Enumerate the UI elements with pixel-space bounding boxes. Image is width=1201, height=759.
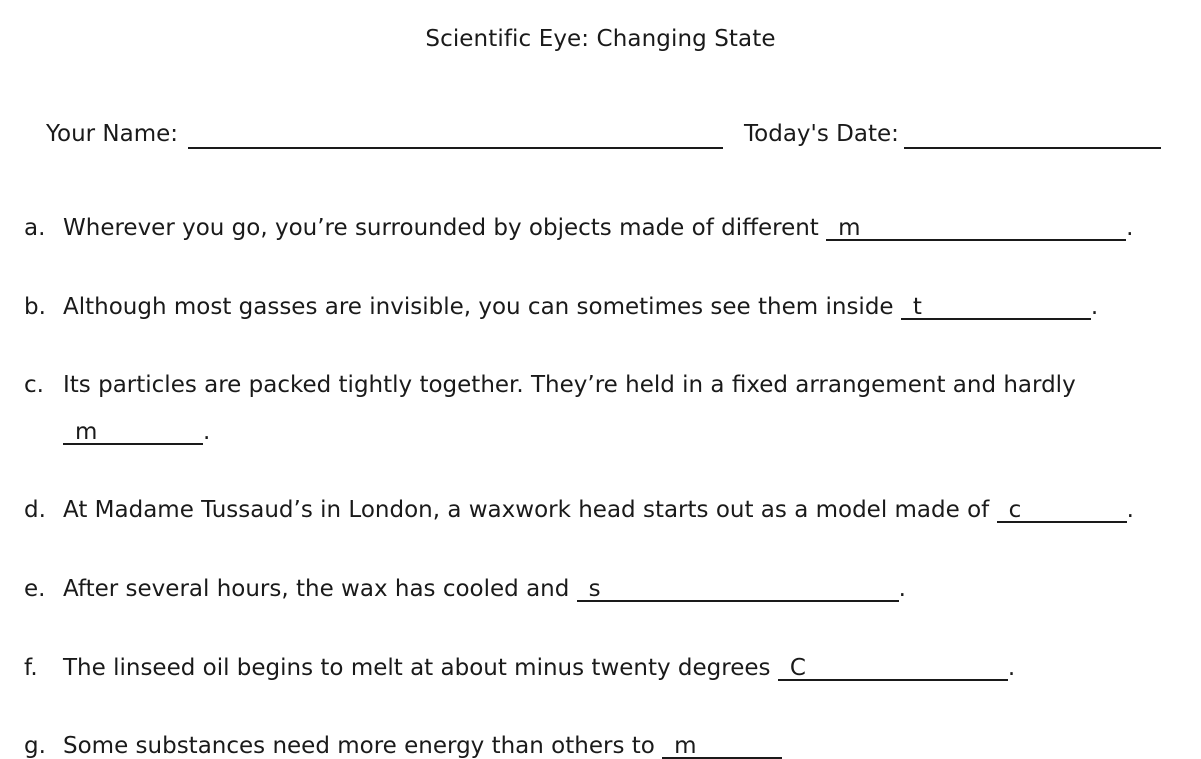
answer-hint-c: m xyxy=(75,419,98,445)
answer-hint-e: s xyxy=(588,576,601,602)
answer-hint-a: m xyxy=(838,215,861,241)
answer-blank-f[interactable] xyxy=(778,655,1008,681)
question-c-continuation xyxy=(63,419,210,445)
answer-blank-c[interactable] xyxy=(63,419,203,445)
answer-hint-f: C xyxy=(789,655,806,681)
question-e xyxy=(63,576,906,602)
worksheet-title: Scientific Eye: Changing State xyxy=(425,26,776,52)
date-field[interactable] xyxy=(904,147,1161,149)
question-a xyxy=(63,215,1133,241)
question-d-end: . xyxy=(1126,497,1134,523)
question-b-text: Although most gasses are invisible, you can sometimes see them inside xyxy=(63,294,894,320)
question-d xyxy=(63,497,1134,523)
question-letter-g: g. xyxy=(24,733,46,759)
question-b xyxy=(63,294,1098,320)
question-letter-e: e. xyxy=(24,576,46,602)
answer-hint-b: t xyxy=(912,294,922,320)
answer-blank-d[interactable] xyxy=(997,497,1127,523)
question-d-text: At Madame Tussaud’s in London, a waxwork head starts out as a model made of xyxy=(63,497,990,523)
question-f xyxy=(63,655,1015,681)
answer-blank-e[interactable] xyxy=(577,576,899,602)
question-letter-c: c. xyxy=(24,372,44,398)
question-c: Its particles are packed tightly together. They’re held in a fixed arrangement and hardly xyxy=(63,372,1076,398)
answer-hint-g: m xyxy=(674,733,697,759)
question-c-end: . xyxy=(203,419,211,445)
question-e-end: . xyxy=(898,576,906,602)
question-e-text: After several hours, the wax has cooled and xyxy=(63,576,570,602)
question-letter-f: f. xyxy=(24,655,38,681)
name-label: Your Name: xyxy=(46,121,179,147)
question-a-end: . xyxy=(1126,215,1134,241)
name-field[interactable] xyxy=(188,147,723,149)
question-letter-a: a. xyxy=(24,215,46,241)
answer-blank-g[interactable] xyxy=(662,733,782,759)
answer-blank-b[interactable] xyxy=(901,294,1091,320)
date-label: Today's Date: xyxy=(744,121,899,147)
question-a-text: Wherever you go, you’re surrounded by objects made of different xyxy=(63,215,819,241)
question-g-text: Some substances need more energy than others to xyxy=(63,733,655,759)
question-f-end: . xyxy=(1007,655,1016,681)
answer-blank-a[interactable] xyxy=(826,215,1126,241)
question-g xyxy=(63,733,782,759)
question-b-end: . xyxy=(1090,294,1099,320)
question-f-text: The linseed oil begins to melt at about minus twenty degrees xyxy=(63,655,771,681)
question-letter-d: d. xyxy=(24,497,46,523)
answer-hint-d: c xyxy=(1008,497,1022,523)
question-letter-b: b. xyxy=(24,294,46,320)
